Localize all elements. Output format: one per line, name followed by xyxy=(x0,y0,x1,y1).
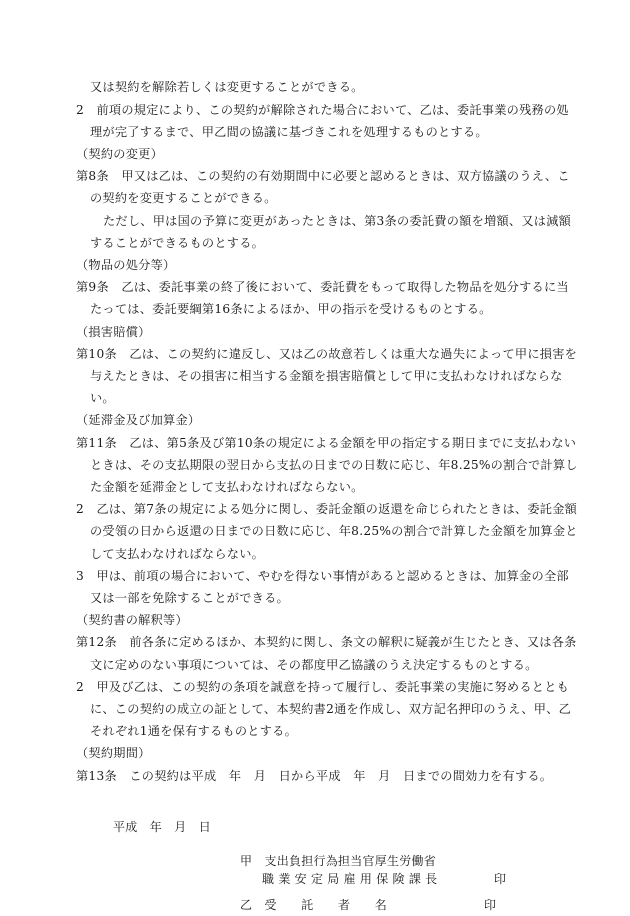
text-line: い。 xyxy=(90,391,115,405)
section-heading: （損害賠償） xyxy=(76,325,151,339)
text-line: 理が完了するまで、甲乙間の協議に基づきこれを処理するものとする。 xyxy=(90,125,488,139)
article-11: 第11条 乙は、第5条及び第10条の規定による金額を甲の指定する期日までに支払わない xyxy=(76,436,577,450)
article-10: 第10条 乙は、この契約に違反し、又は乙の故意若しくは重大な過失によって甲に損害を xyxy=(76,347,578,361)
text-line: することができるものとする。 xyxy=(90,236,265,250)
text-line: 文に定めのない事項については、その都度甲乙協議のうえ決定するものとする。 xyxy=(90,658,538,672)
text-line: 与えたときは、その損害に相当する金額を損害賠償として甲に支払わなければならな xyxy=(90,369,563,383)
party-a-name: 職 業 安 定 局 雇 用 保 険 課 長 xyxy=(262,872,438,886)
text-line: 3 甲は、前項の場合において、やむを得ない事情があると認めるときは、加算金の全部 xyxy=(76,569,569,583)
text-line: 又は一部を免除することができる。 xyxy=(90,591,289,605)
party-a-seal: 印 xyxy=(494,872,507,886)
article-12: 第12条 前各条に定めるほか、本契約に関し、条文の解釈に疑義が生じたとき、又は各条 xyxy=(76,635,577,649)
text-line: たっては、委託要綱第16条によるほか、甲の指示を受けるものとする。 xyxy=(90,302,492,316)
text-line: して支払わなければならない。 xyxy=(90,547,265,561)
text-line: 2 前項の規定により、この契約が解除された場合において、乙は、委託事業の残務の処 xyxy=(76,103,569,117)
section-heading: （契約期間） xyxy=(76,746,151,760)
date-line: 平成 年 月 日 xyxy=(113,820,212,834)
text-line: の契約を変更することができる。 xyxy=(90,191,277,205)
section-heading: （物品の処分等） xyxy=(76,258,176,272)
party-a-title: 甲 支出負担行為担当官厚生労働省 xyxy=(240,854,437,868)
section-heading: （契約書の解釈等） xyxy=(76,613,188,627)
text-line: に、この契約の成立の証として、本契約書2通を作成し、双方記名押印のうえ、甲、乙 xyxy=(90,702,572,716)
text-line: 2 乙は、第7条の規定による処分に関し、委託金額の返還を命じられたときは、委託金額 xyxy=(76,502,578,516)
text-line: た金額を延滞金として支払わなければならない。 xyxy=(90,480,364,494)
text-line: それぞれ1通を保有するものとする。 xyxy=(90,724,298,738)
text-line: ときは、その支払期限の翌日から支払の日までの日数に応じ、年8.25%の割合で計算し xyxy=(90,458,578,472)
text-line: ただし、甲は国の予算に変更があったときは、第3条の委託費の額を増額、又は減額 xyxy=(103,214,572,228)
section-heading: （契約の変更） xyxy=(76,147,164,161)
text-line: 2 甲及び乙は、この契約の条項を誠意を持って履行し、委託事業の実施に努めるととも xyxy=(76,680,570,694)
text-line: の受領の日から返還の日までの日数に応じ、年8.25%の割合で計算した金額を加算金と xyxy=(90,524,578,538)
section-heading: （延滞金及び加算金） xyxy=(76,413,201,427)
party-b-seal: 印 xyxy=(484,898,497,912)
party-b-label: 乙 受 託 者 名 xyxy=(240,898,388,912)
article-9: 第9条 乙は、委託事業の終了後において、委託費をもって取得した物品を処分するに当 xyxy=(76,280,569,294)
article-13: 第13条 この契約は平成 年 月 日から平成 年 月 日までの間効力を有する。 xyxy=(76,769,553,783)
text-line: 又は契約を解除若しくは変更することができる。 xyxy=(90,80,364,94)
article-8: 第8条 甲又は乙は、この契約の有効期間中に必要と認めるときは、双方協議のうえ、こ xyxy=(76,169,570,183)
